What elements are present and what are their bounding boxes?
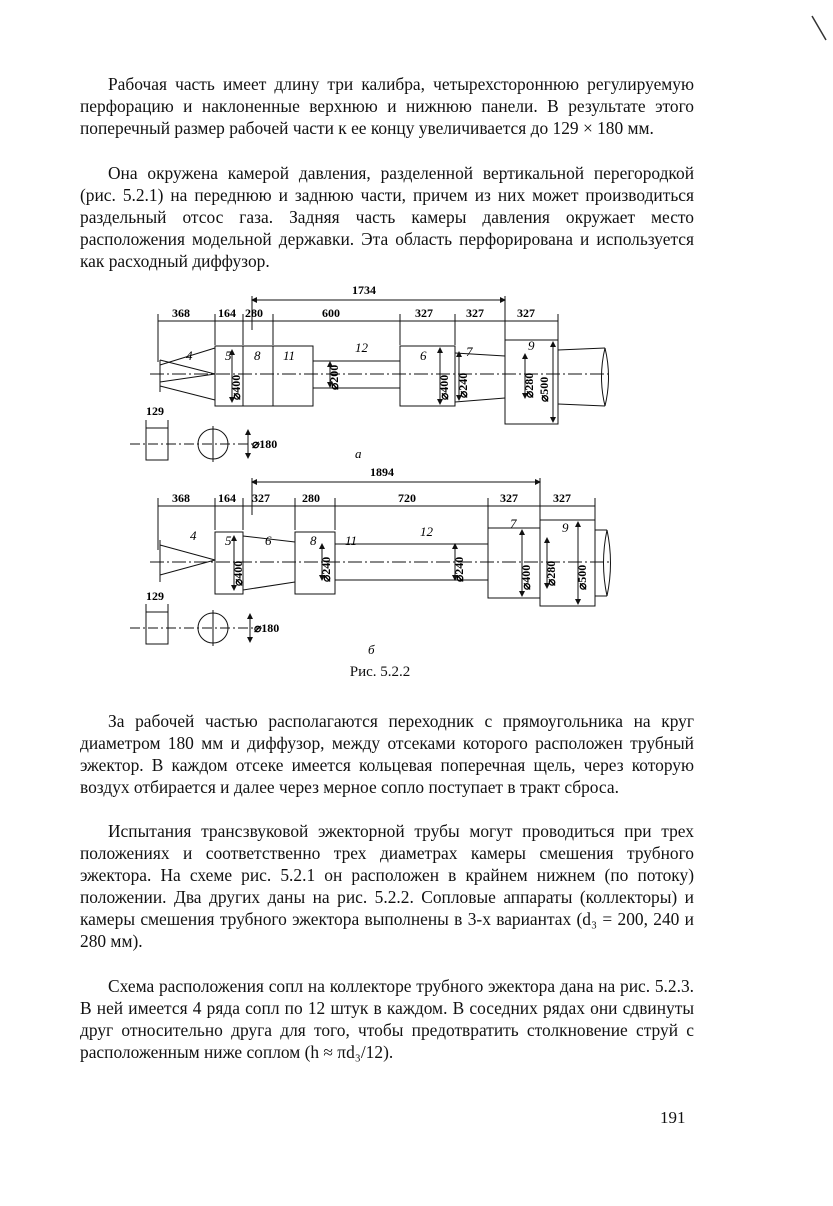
figure-caption: Рис. 5.2.2 bbox=[349, 664, 411, 680]
a-dim-164: 164 bbox=[218, 306, 236, 320]
paragraph-5: Схема расположения сопл на коллекторе трубного эжектора дана на рис. 5.2.3. В ней имеется 4 ряда сопл по 12 штук в каждом. В соседних рядах они сдвинуты друг относительно друга для того, чтобы предотвратить столкновение струй с расположенным ниже соплом (h ≈ πd₃/12). bbox=[80, 976, 694, 1062]
b-part-7: 7 bbox=[510, 516, 517, 531]
a-dim-600: 600 bbox=[322, 306, 340, 320]
b-dim-720: 720 bbox=[398, 491, 416, 505]
b-dia-240: ⌀240 bbox=[319, 556, 333, 582]
a-total-dim: 1734 bbox=[352, 283, 376, 297]
b-part-4: 4 bbox=[190, 528, 197, 543]
paragraph-4: Испытания трансзвуковой эжекторной трубы могут проводиться при трех положениях и соответственно трех диаметрах камеры смешения трубного эжектора. На схеме рис. 5.2.1 он расположен в крайнем нижнем (по потоку) положении. Два других даны на рис. 5.2.2. Сопловые аппараты (коллекторы) и камеры смешения трубного эжектора выполнены в 3-х вариантах (d₃ = 200, 240 и 280 мм). bbox=[80, 821, 694, 951]
b-dia-500: ⌀500 bbox=[575, 564, 589, 590]
b-label: б bbox=[368, 642, 375, 657]
b-dia-240b: ⌀240 bbox=[452, 556, 466, 582]
a-dia-500: ⌀500 bbox=[537, 376, 551, 402]
b-part-12: 12 bbox=[420, 524, 433, 539]
a-dim-280: 280 bbox=[245, 306, 263, 320]
page-number: 191 bbox=[660, 1108, 686, 1127]
a-dia-400b: ⌀400 bbox=[437, 374, 451, 400]
a-part-6: 6 bbox=[420, 348, 427, 363]
a-part-5: 5 bbox=[225, 348, 232, 363]
b-part-11: 11 bbox=[345, 533, 358, 548]
b-part-9: 9 bbox=[562, 520, 569, 535]
b-dim-327-3: 327 bbox=[553, 491, 571, 505]
a-round-dim: ⌀180 bbox=[252, 437, 278, 451]
b-dia-280: ⌀280 bbox=[544, 560, 558, 586]
b-dim-164: 164 bbox=[218, 491, 236, 505]
diagram-a bbox=[130, 283, 610, 462]
a-part-12: 12 bbox=[355, 340, 368, 355]
b-total-dim: 1894 bbox=[370, 465, 394, 479]
figure-5-2-2 bbox=[0, 270, 760, 665]
b-dim-327-2: 327 bbox=[500, 491, 518, 505]
b-dim-327: 327 bbox=[252, 491, 270, 505]
a-dia-280: ⌀280 bbox=[522, 372, 536, 398]
paragraph-3: За рабочей частью располагаются переходник с прямоугольника на круг диаметром 180 мм и диффузор, между отсеками которого расположен трубный эжектор. В каждом отсеке имеется кольцевая поперечная щель, через которую воздух отбирается и далее через мерное сопло поступает в тракт сброса. bbox=[80, 711, 694, 797]
b-part-8: 8 bbox=[310, 533, 317, 548]
a-dia-400: ⌀400 bbox=[229, 374, 243, 400]
b-dim-368: 368 bbox=[172, 491, 190, 505]
a-part-4: 4 bbox=[186, 348, 193, 363]
paragraph-1: Рабочая часть имеет длину три калибра, четырехстороннюю регулируемую перфорацию и наклоненные верхнюю и нижнюю панели. В результате этого поперечный размер рабочей части к ее концу увеличивается до 129 × 180 мм. bbox=[80, 74, 694, 138]
a-dim-327-1: 327 bbox=[415, 306, 433, 320]
a-part-7: 7 bbox=[466, 344, 473, 359]
a-dim-327-3: 327 bbox=[517, 306, 535, 320]
a-small-dim: 129 bbox=[146, 404, 164, 418]
paragraph-2: Она окружена камерой давления, разделенной вертикальной перегородкой (рис. 5.2.1) на переднюю и заднюю части, причем из них может производиться раздельный отсос газа. Задняя часть камеры давления окружает место расположения модельной державки. Эта область перфорирована и используется как расходный диффузор. bbox=[80, 163, 694, 271]
b-round-dim: ⌀180 bbox=[254, 621, 280, 635]
b-dia-400: ⌀400 bbox=[231, 560, 245, 586]
a-label: а bbox=[355, 446, 362, 461]
corner-mark bbox=[810, 14, 830, 49]
a-dia-200: ⌀200 bbox=[327, 364, 341, 390]
b-part-5: 5 bbox=[225, 533, 232, 548]
a-dim-368: 368 bbox=[172, 306, 190, 320]
b-dim-280: 280 bbox=[302, 491, 320, 505]
a-dia-240: ⌀240 bbox=[456, 372, 470, 398]
diagram-b bbox=[130, 465, 612, 657]
b-dia-400b: ⌀400 bbox=[519, 564, 533, 590]
a-dim-327-2: 327 bbox=[466, 306, 484, 320]
b-small-dim: 129 bbox=[146, 589, 164, 603]
a-part-9: 9 bbox=[528, 338, 535, 353]
b-part-6: 6 bbox=[265, 533, 272, 548]
a-part-11: 11 bbox=[283, 348, 296, 363]
a-part-8: 8 bbox=[254, 348, 261, 363]
